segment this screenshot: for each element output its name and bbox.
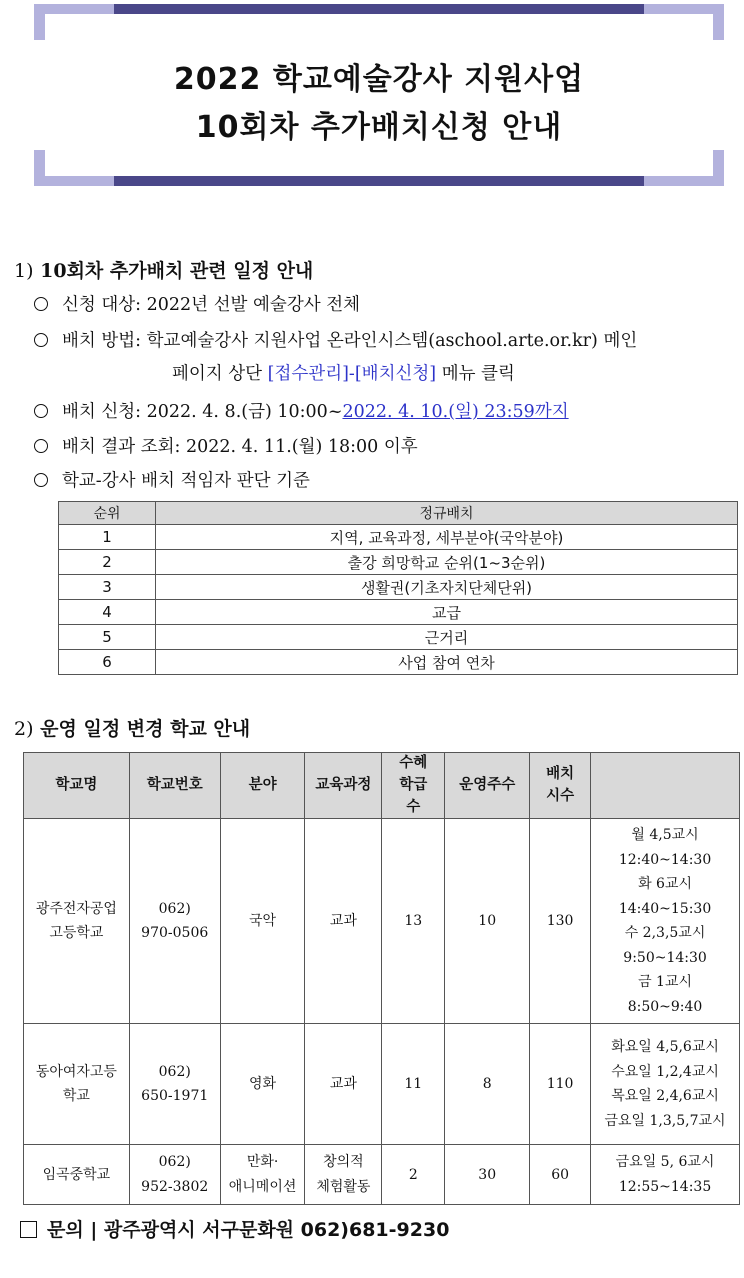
column-header: 정규배치 xyxy=(156,502,738,525)
bullet-item: 배치 결과 조회: 2022. 4. 11.(월) 18:00 이후 xyxy=(34,433,418,458)
column-header: 학교명 xyxy=(24,753,130,819)
column-header: 분야 xyxy=(220,753,305,819)
table-row: 임곡중학교 062) 952-3802 만화· 애니메이션 창의적 체험활동 2 30 60 금요일 5, 6교시 12:55~14:35 xyxy=(24,1145,740,1205)
title-banner xyxy=(34,4,724,186)
criteria-table xyxy=(58,501,738,675)
column-header xyxy=(591,753,740,819)
table-row: 동아여자고등 학교 062) 650-1971 영화 교과 11 8 110 화요일 4,5,6교시 수요일 1,2,4교시 목요일 2,4,6교시 금요일 1,3,5,7교시 xyxy=(24,1024,740,1145)
circle-bullet-icon xyxy=(34,404,48,418)
table-row: 3 생활권(기초자치단체단위) xyxy=(59,575,738,600)
column-header: 배치 시수 xyxy=(530,753,591,819)
menu-path-link[interactable]: [접수관리]-[배치신청] xyxy=(267,364,437,384)
table-row: 6 사업 참여 연차 xyxy=(59,650,738,675)
table-row: 1 지역, 교육과정, 세부분야(국악분야) xyxy=(59,525,738,550)
page-title-line2: 10회차 추가배치신청 안내 xyxy=(195,110,563,145)
circle-bullet-icon xyxy=(34,333,48,347)
banner-corner xyxy=(713,14,724,40)
column-header: 학교번호 xyxy=(129,753,220,819)
column-header: 순위 xyxy=(59,502,156,525)
circle-bullet-icon xyxy=(34,473,48,487)
table-row: 5 근거리 xyxy=(59,625,738,650)
deadline-highlight: 2022. 4. 10.(일) 23:59까지 xyxy=(342,402,569,422)
table-header-row xyxy=(59,502,738,525)
column-header: 운영주수 xyxy=(445,753,530,819)
schedule-table xyxy=(23,752,740,1205)
section1-title: 10회차 추가배치 관련 일정 안내 xyxy=(40,260,314,282)
banner-corner xyxy=(34,14,45,40)
table-row: 4 교급 xyxy=(59,600,738,625)
circle-bullet-icon xyxy=(34,439,48,453)
page-title-line1: 2022 학교예술강사 지원사업 xyxy=(173,62,585,97)
contact-footer: 문의 | 광주광역시 서구문화원 062)681-9230 xyxy=(20,1215,449,1242)
table-header-row xyxy=(24,753,740,819)
table-row: 광주전자공업 고등학교 062) 970-0506 국악 교과 13 10 130 월 4,5교시 12:40~14:30 화 6교시 14:40~15:30 수 2,3,5교시 9:50~14:30 금 1교시 8:50~9:40 xyxy=(24,819,740,1024)
bullet-item-continuation: 페이지 상단 [접수관리]-[배치신청] 메뉴 클릭 xyxy=(172,364,515,384)
section2-title: 운영 일정 변경 학교 안내 xyxy=(40,718,251,740)
table-row: 2 출강 희망학교 순위(1~3순위) xyxy=(59,550,738,575)
banner-corner xyxy=(713,150,724,176)
banner-corner xyxy=(34,150,45,176)
banner-bottom-bar xyxy=(34,176,724,186)
banner-top-bar xyxy=(34,4,724,14)
section2-heading xyxy=(14,714,250,741)
bullet-item: 신청 대상: 2022년 선발 예술강사 전체 xyxy=(34,291,360,316)
section2-number: 2) xyxy=(14,718,34,740)
checkbox-square-icon xyxy=(20,1221,37,1238)
bullet-item: 학교-강사 배치 적임자 판단 기준 xyxy=(34,467,310,492)
column-header: 교육과정 xyxy=(305,753,382,819)
bullet-item: 배치 신청: 2022. 4. 8.(금) 10:00~2022. 4. 10.(일) 23:59까지 xyxy=(34,398,569,423)
circle-bullet-icon xyxy=(34,297,48,311)
column-header: 수혜 학급수 xyxy=(382,753,445,819)
bullet-item: 배치 방법: 학교예술강사 지원사업 온라인시스템(aschool.arte.or.kr) 메인 xyxy=(34,327,637,352)
section1-number: 1) xyxy=(14,260,34,282)
section1-heading xyxy=(14,256,313,283)
